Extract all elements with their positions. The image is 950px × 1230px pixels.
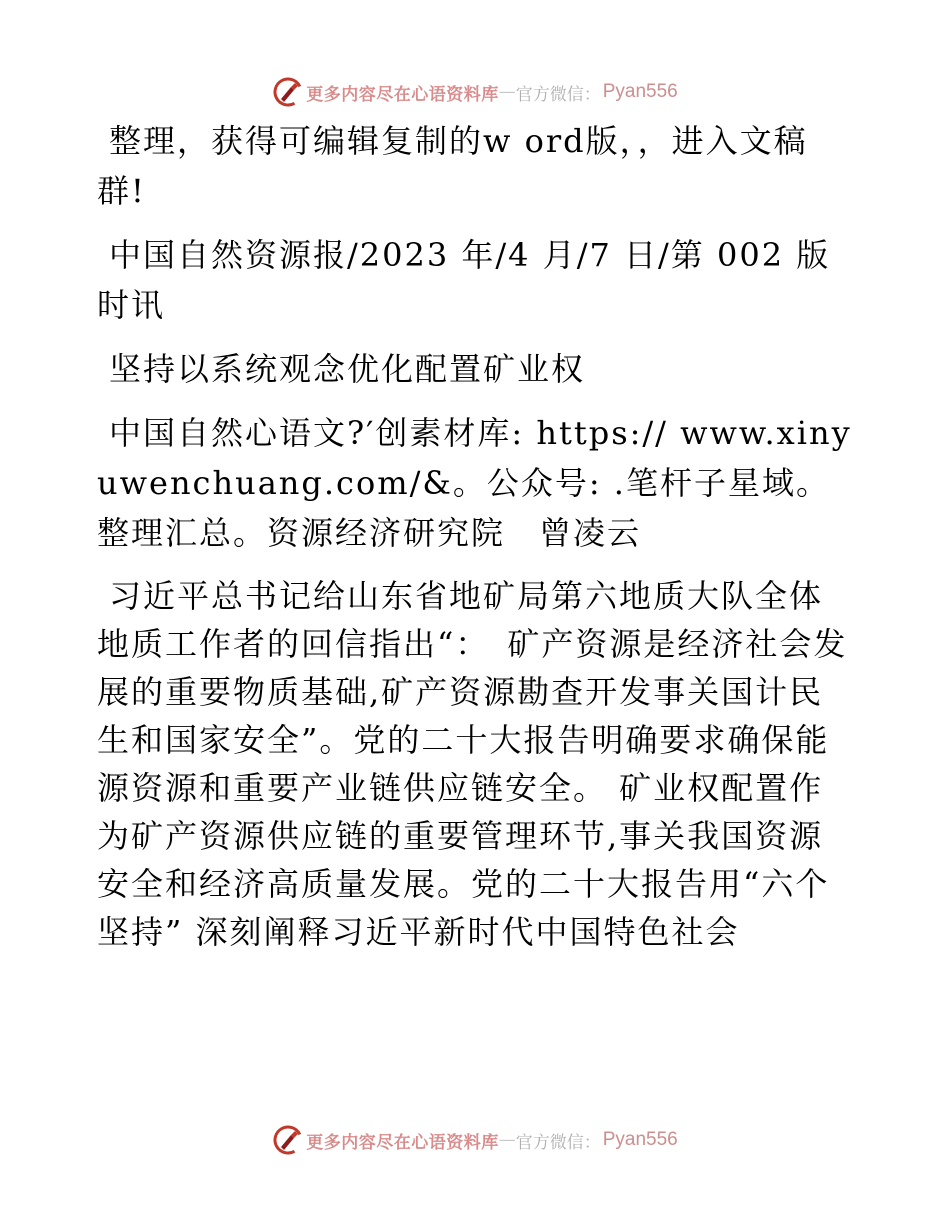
source-line: 中国自然资源报/2023 年/4 月/7 日/第 002 版时讯	[97, 236, 831, 324]
banner-wechat-label: 官方微信：	[515, 84, 601, 105]
body-paragraph: 习近平总书记给山东省地矿局第六地质大队全体地质工作者的回信指出“： 矿产资源是经济社会发展的重要物质基础,矿产资源勘查开发事关国计民生和国家安全”。党的二十大报告明确要求确保能源资源和重要产业链供应链安全。 矿业权配置作为矿产资源供应链的重要管理环节,事关我国资源安全和经济高质量发展。党的二十大报告用“六个坚持” 深刻阐释习近平新时代中国特色社会	[97, 577, 848, 951]
footer-banner	[0, 1120, 950, 1160]
article-body	[97, 116, 853, 970]
pen-logo-icon	[272, 76, 304, 108]
author-line: 中国自然心语文?′创素材库: https:// www.xinyuwenchuang.com/&。公众号: .笔杆子星域。整理汇总。资源经济研究院 曾凌云	[97, 414, 852, 552]
banner-wechat-id: Pyan556	[602, 81, 678, 102]
banner-title: 更多内容尽在心语资料库	[306, 1132, 499, 1153]
banner-wechat-id: Pyan556	[602, 1129, 678, 1150]
article-title: 坚持以系统观念优化配置矿业权	[109, 350, 586, 388]
banner-wechat-label: 官方微信：	[515, 1132, 601, 1153]
banner-title: 更多内容尽在心语资料库	[306, 84, 499, 105]
banner-dash: —	[498, 82, 516, 102]
banner-dash: —	[498, 1130, 516, 1150]
intro-paragraph: 整理，获得可编辑复制的w ord版，，进入文稿群!	[97, 122, 808, 210]
pen-logo-icon	[272, 1124, 304, 1156]
header-banner	[0, 72, 950, 112]
